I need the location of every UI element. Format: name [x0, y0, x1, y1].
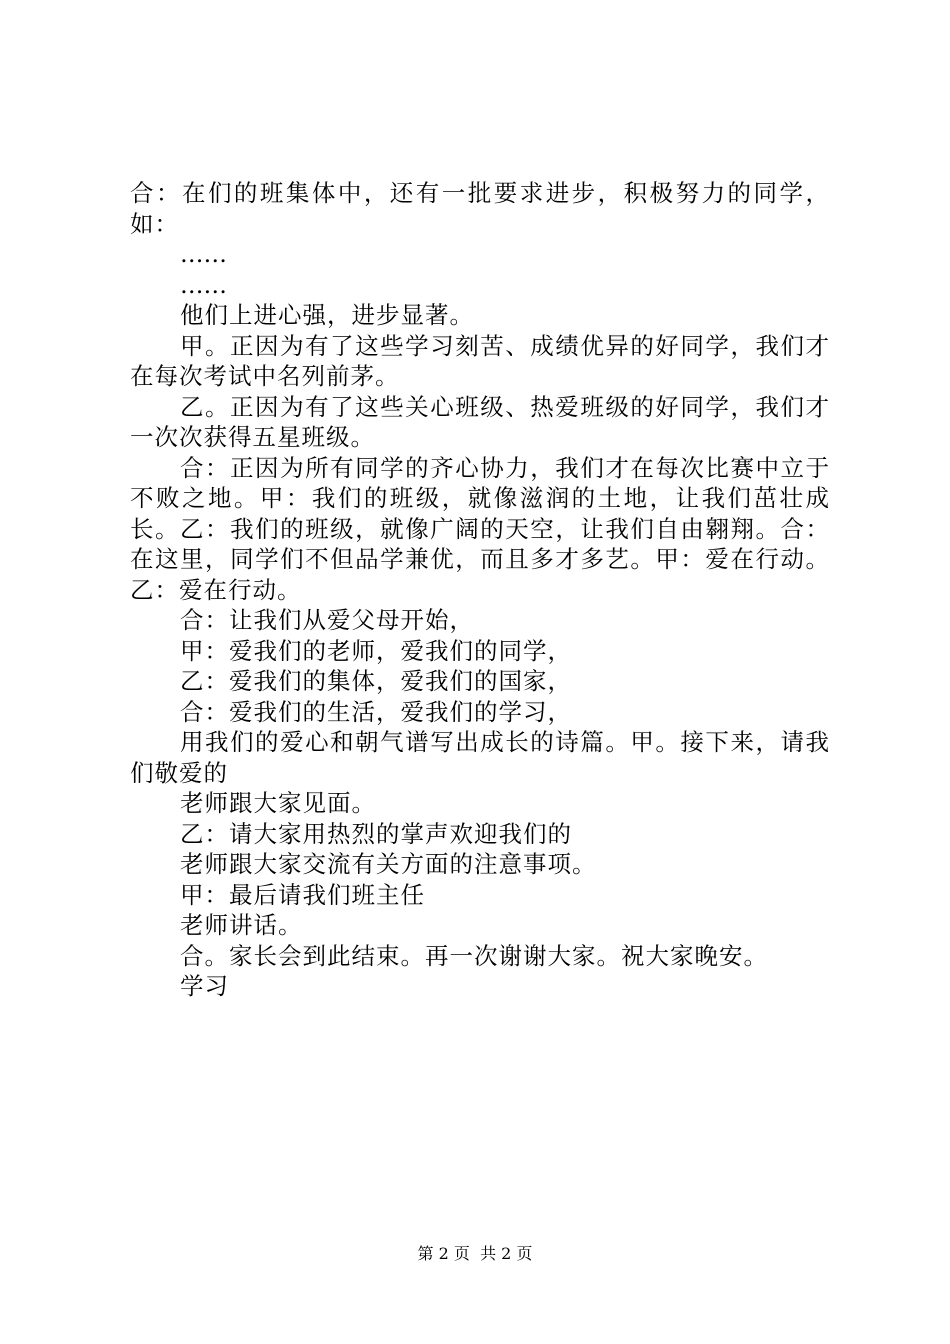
- document-body: [130, 178, 830, 1002]
- paragraph-14: 乙：请大家用热烈的掌声欢迎我们的: [180, 819, 572, 848]
- paragraph-3: ……: [180, 270, 227, 299]
- paragraph-6: 乙。正因为有了这些关心班级、热爱班级的好同学，我们才一次次获得五星班级。: [130, 392, 830, 451]
- paragraph-9: 甲：爱我们的老师，爱我们的同学，: [180, 636, 572, 665]
- paragraph-16: 甲：最后请我们班主任: [180, 880, 425, 909]
- paragraph-11: 合：爱我们的生活，爱我们的学习，: [180, 697, 572, 726]
- paragraph-13: 老师跟大家见面。: [180, 789, 376, 817]
- paragraph-7: 合：正因为所有同学的齐心协力，我们才在每次比赛中立于不败之地。甲：我们的班级，就像滋润的土地，让我们茁壮成长。乙：我们的班级，就像广阔的天空，让我们自由翱翔。合：在这里，同学们不但品学兼优，而且多才多艺。甲：爱在行动。乙：爱在行动。: [130, 453, 830, 604]
- paragraph-12: 用我们的爱心和朝气谱写出成长的诗篇。甲。接下来，请我们敬爱的: [130, 728, 830, 787]
- paragraph-1: 合：在们的班集体中，还有一批要求进步，积极努力的同学，如：: [130, 179, 830, 238]
- page-number-label: 第 2 页 共 2 页: [417, 1244, 533, 1263]
- page-footer: [0, 1244, 950, 1264]
- paragraph-4: 他们上进心强，进步显著。: [180, 301, 474, 329]
- paragraph-17: 老师讲话。: [180, 911, 303, 939]
- paragraph-2: ……: [180, 240, 227, 268]
- paragraph-8: 合：让我们从爱父母开始，: [180, 606, 474, 634]
- paragraph-5: 甲。正因为有了这些学习刻苦、成绩优异的好同学，我们才在每次考试中名列前茅。: [130, 331, 830, 390]
- paragraph-15: 老师跟大家交流有关方面的注意事项。: [180, 850, 597, 878]
- paragraph-10: 乙：爱我们的集体，爱我们的国家，: [180, 667, 572, 695]
- paragraph-19: 学习: [180, 972, 229, 1000]
- paragraph-18: 合。家长会到此结束。再一次谢谢大家。祝大家晚安。: [180, 941, 768, 970]
